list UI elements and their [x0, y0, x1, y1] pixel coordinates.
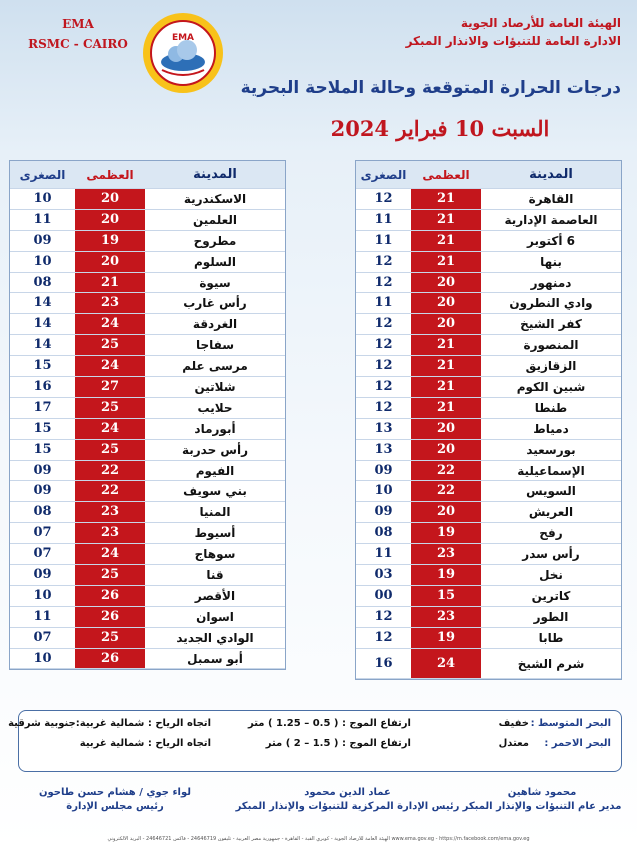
- city-cell: بني سويف: [183, 484, 247, 499]
- min-temp-cell: 15: [33, 358, 52, 374]
- max-temp-cell: 20: [75, 252, 145, 272]
- table-row: [10, 189, 285, 210]
- table-row: [10, 440, 285, 461]
- city-cell: رأس غارب: [183, 296, 247, 311]
- max-temp-cell: 20: [411, 293, 481, 313]
- med-wave-height: ارتفاع الموج : ( 0.5 – 1.25 ) متر: [248, 718, 411, 729]
- forecast-date: السبت 10 فبراير 2024: [330, 116, 550, 141]
- left-temperature-table: [9, 160, 286, 670]
- city-cell: العلمين: [192, 212, 238, 227]
- city-cell: العريش: [528, 505, 574, 520]
- city-cell: الطور: [533, 609, 569, 624]
- table-row: [356, 607, 621, 628]
- min-temp-cell: 03: [374, 567, 393, 583]
- min-temp-cell: 08: [374, 525, 393, 541]
- min-temp-cell: 07: [33, 546, 52, 562]
- city-cell: طنطا: [534, 400, 568, 415]
- table-row: [356, 544, 621, 565]
- city-cell: شرم الشيخ: [517, 656, 585, 671]
- min-temp-cell: 16: [374, 655, 393, 671]
- table-row: [356, 314, 621, 335]
- max-temp-cell: 25: [75, 398, 145, 418]
- city-cell: الفيوم: [195, 463, 235, 478]
- city-cell: نخل: [539, 568, 563, 583]
- table-header: [356, 161, 621, 189]
- max-temp-cell: 21: [411, 210, 481, 230]
- city-cell: الاسكندرية: [183, 192, 247, 206]
- max-temp-cell: 23: [75, 293, 145, 313]
- max-temp-cell: 27: [75, 377, 145, 397]
- right-temperature-table: [355, 160, 622, 680]
- signature-title: مدير عام التنبؤات والإنذار المبكر: [462, 801, 622, 812]
- city-cell: اسوان: [196, 609, 234, 624]
- max-temp-cell: 19: [411, 523, 481, 543]
- min-temp-cell: 09: [374, 462, 393, 478]
- max-temp-cell: 26: [75, 607, 145, 627]
- red-wind-direction: اتجاه الرياح : شمالية غربية: [79, 738, 211, 749]
- med-sea-row: [8, 718, 611, 736]
- table-row: [356, 273, 621, 294]
- max-temp-cell: 22: [75, 461, 145, 481]
- min-temp-cell: 10: [33, 650, 52, 666]
- city-cell: أبو سمبل: [187, 651, 243, 666]
- min-temp-cell: 12: [374, 253, 393, 269]
- footer-contact: الهيئة العامة للأرصاد الجوية - كوبري القبة - القاهرة - جمهورية مصر العربية - تليفون 24646719 - فاكس 24646721 - البريد الالكتروني www.ema.gov.eg - https://m.facebook.com/ema.gov.eg: [107, 836, 530, 842]
- table-row: [356, 377, 621, 398]
- table-row: [356, 252, 621, 273]
- table-row: [356, 586, 621, 607]
- city-cell: 6 أكتوبر: [526, 233, 576, 248]
- table-row: [10, 231, 285, 252]
- table-row: [10, 586, 285, 607]
- max-temp-cell: 23: [411, 607, 481, 627]
- min-temp-cell: 12: [374, 379, 393, 395]
- table-row: [356, 440, 621, 461]
- med-sea-label: البحر المتوسط :: [530, 718, 611, 729]
- min-temp-cell: 07: [33, 629, 52, 645]
- table-row: [10, 273, 285, 294]
- city-cell: السلوم: [193, 254, 237, 269]
- min-temp-cell: 14: [33, 295, 52, 311]
- max-temp-cell: 22: [411, 481, 481, 501]
- min-temp-cell: 11: [374, 232, 393, 248]
- max-temp-cell: 21: [411, 377, 481, 397]
- min-temp-cell: 12: [374, 399, 393, 415]
- city-cell: بنها: [540, 254, 562, 269]
- min-temp-cell: 10: [374, 483, 393, 499]
- city-cell: كاترين: [531, 588, 571, 603]
- min-temp-cell: 11: [33, 608, 52, 624]
- city-cell: رأس حدربة: [181, 442, 249, 457]
- table-row: [356, 293, 621, 314]
- min-temp-cell: 13: [374, 420, 393, 436]
- table-row: [10, 293, 285, 314]
- min-temp-cell: 12: [374, 274, 393, 290]
- table-row: [10, 335, 285, 356]
- table-row: [10, 398, 285, 419]
- table-row: [10, 210, 285, 231]
- max-temp-cell: 24: [75, 419, 145, 439]
- table-row: [356, 649, 621, 679]
- min-temp-cell: 08: [33, 504, 52, 520]
- table-row: [356, 419, 621, 440]
- city-cell: الغردقة: [192, 317, 238, 332]
- city-cell: المنصورة: [523, 338, 579, 353]
- med-sea-state: خفيف: [498, 718, 529, 729]
- org-line-2: الادارة العامة للتنبؤات والانذار المبكر: [405, 34, 621, 48]
- logo-text: EMA: [171, 33, 195, 43]
- table-row: [356, 461, 621, 482]
- table-row: [356, 628, 621, 649]
- min-temp-cell: 09: [33, 483, 52, 499]
- min-temp-cell: 17: [33, 399, 52, 415]
- city-cell: وادي النطرون: [509, 296, 593, 311]
- city-cell: السويس: [526, 484, 576, 499]
- max-temp-cell: 19: [75, 231, 145, 251]
- table-row: [356, 398, 621, 419]
- max-temp-cell: 21: [411, 335, 481, 355]
- min-temp-cell: 12: [374, 316, 393, 332]
- min-temp-cell: 00: [374, 587, 393, 603]
- city-cell: بورسعيد: [526, 442, 576, 457]
- city-cell: دمنهور: [530, 275, 572, 290]
- city-cell: سفاجا: [195, 338, 235, 353]
- max-temp-cell: 21: [411, 252, 481, 272]
- header-city: المدينة: [529, 167, 573, 182]
- max-temp-cell: 20: [75, 189, 145, 209]
- max-temp-cell: 23: [75, 523, 145, 543]
- max-temp-cell: 24: [75, 314, 145, 334]
- max-temp-cell: 20: [411, 314, 481, 334]
- table-row: [356, 356, 621, 377]
- signature-2: [225, 786, 470, 814]
- rsmc-label: RSMC - CAIRO: [28, 37, 128, 51]
- max-temp-cell: 21: [411, 398, 481, 418]
- min-temp-cell: 10: [33, 587, 52, 603]
- max-temp-cell: 20: [411, 419, 481, 439]
- table-row: [356, 502, 621, 523]
- min-temp-cell: 07: [33, 525, 52, 541]
- min-temp-cell: 09: [33, 567, 52, 583]
- city-cell: قنا: [206, 568, 224, 583]
- city-cell: سوهاج: [194, 547, 236, 562]
- table-header: [10, 161, 285, 189]
- table-row: [356, 523, 621, 544]
- city-cell: أسيوط: [194, 526, 236, 541]
- min-temp-cell: 11: [374, 546, 393, 562]
- table-row: [10, 628, 285, 649]
- max-temp-cell: 19: [411, 565, 481, 585]
- red-sea-row: [29, 738, 611, 756]
- city-cell: رأس سدر: [522, 547, 580, 562]
- ema-logo-icon: [140, 10, 226, 96]
- min-temp-cell: 12: [374, 337, 393, 353]
- max-temp-cell: 21: [411, 356, 481, 376]
- table-row: [10, 649, 285, 670]
- city-cell: المنيا: [199, 505, 231, 520]
- city-cell: العاصمة الإدارية: [504, 212, 598, 227]
- ema-header-left: [18, 14, 138, 54]
- max-temp-cell: 22: [411, 461, 481, 481]
- city-cell: طابا: [538, 630, 564, 645]
- min-temp-cell: 14: [33, 316, 52, 332]
- header-city: المدينة: [193, 167, 237, 182]
- red-sea-state: معتدل: [498, 738, 529, 749]
- max-temp-cell: 25: [75, 335, 145, 355]
- org-header-right: [321, 14, 621, 50]
- city-cell: كفر الشيخ: [520, 317, 582, 332]
- signature-title: رئيس الإدارة المركزية للتنبؤات والإنذار المبكر: [235, 801, 460, 812]
- city-cell: القاهرة: [528, 192, 574, 206]
- max-temp-cell: 25: [75, 565, 145, 585]
- table-row: [10, 419, 285, 440]
- header-min: الصغرى: [360, 168, 407, 182]
- max-temp-cell: 23: [411, 544, 481, 564]
- signature-title: رئيس مجلس الإدارة: [66, 801, 164, 812]
- city-cell: سيوة: [199, 275, 231, 290]
- city-cell: مطروح: [193, 233, 237, 248]
- city-cell: حلايب: [197, 400, 233, 415]
- table-row: [10, 377, 285, 398]
- signature-name: لواء جوي / هشام حسن طاحون: [38, 787, 192, 798]
- max-temp-cell: 20: [411, 273, 481, 293]
- max-temp-cell: 24: [75, 544, 145, 564]
- max-temp-cell: 15: [411, 586, 481, 606]
- min-temp-cell: 10: [33, 253, 52, 269]
- min-temp-cell: 14: [33, 337, 52, 353]
- city-cell: الزقازيق: [525, 359, 577, 374]
- table-row: [10, 523, 285, 544]
- table-row: [10, 481, 285, 502]
- max-temp-cell: 20: [411, 440, 481, 460]
- org-line-1: الهيئة العامة للأرصاد الجوية: [460, 16, 621, 30]
- min-temp-cell: 12: [374, 191, 393, 206]
- max-temp-cell: 24: [75, 356, 145, 376]
- min-temp-cell: 15: [33, 441, 52, 457]
- table-row: [10, 544, 285, 565]
- min-temp-cell: 15: [33, 420, 52, 436]
- table-row: [10, 461, 285, 482]
- min-temp-cell: 12: [374, 358, 393, 374]
- city-cell: مرسى علم: [182, 359, 248, 374]
- min-temp-cell: 09: [33, 232, 52, 248]
- table-row: [10, 356, 285, 377]
- signature-name: عماد الدين محمود: [304, 787, 391, 798]
- table-row: [10, 502, 285, 523]
- table-row: [356, 189, 621, 210]
- table-row: [356, 481, 621, 502]
- med-wind-direction: اتجاه الرياح : شمالية غربية:جنوبية شرقية: [8, 718, 211, 729]
- city-cell: الوادي الجديد: [176, 630, 254, 645]
- header-max: العظمى: [86, 168, 134, 182]
- max-temp-cell: 22: [75, 481, 145, 501]
- max-temp-cell: 24: [411, 649, 481, 678]
- min-temp-cell: 11: [33, 211, 52, 227]
- min-temp-cell: 13: [374, 441, 393, 457]
- max-temp-cell: 21: [411, 189, 481, 209]
- max-temp-cell: 21: [411, 231, 481, 251]
- table-row: [356, 565, 621, 586]
- sea-conditions-box: [8, 710, 622, 772]
- table-row: [10, 565, 285, 586]
- header-min: الصغرى: [19, 168, 66, 182]
- signature-3: [30, 786, 200, 814]
- min-temp-cell: 11: [374, 211, 393, 227]
- min-temp-cell: 10: [33, 191, 52, 206]
- max-temp-cell: 26: [75, 649, 145, 669]
- header-max: العظمى: [422, 168, 470, 182]
- table-row: [356, 231, 621, 252]
- max-temp-cell: 20: [75, 210, 145, 230]
- table-row: [356, 210, 621, 231]
- min-temp-cell: 12: [374, 608, 393, 624]
- max-temp-cell: 23: [75, 502, 145, 522]
- ema-label: EMA: [62, 17, 94, 31]
- city-cell: الإسماعيلية: [517, 463, 585, 478]
- min-temp-cell: 09: [374, 504, 393, 520]
- max-temp-cell: 26: [75, 586, 145, 606]
- min-temp-cell: 08: [33, 274, 52, 290]
- page-title: درجات الحرارة المتوقعة وحالة الملاحة البحرية: [240, 78, 621, 98]
- signature-1: [457, 786, 627, 814]
- city-cell: الأقصر: [194, 588, 236, 603]
- city-cell: أبورماد: [194, 421, 236, 436]
- min-temp-cell: 16: [33, 379, 52, 395]
- city-cell: شبين الكوم: [516, 380, 586, 395]
- min-temp-cell: 11: [374, 295, 393, 311]
- table-row: [356, 335, 621, 356]
- max-temp-cell: 21: [75, 273, 145, 293]
- signature-name: محمود شاهين: [507, 787, 577, 798]
- max-temp-cell: 19: [411, 628, 481, 648]
- min-temp-cell: 12: [374, 629, 393, 645]
- table-row: [10, 252, 285, 273]
- city-cell: شلاتين: [194, 380, 236, 395]
- table-row: [10, 314, 285, 335]
- city-cell: دمياط: [533, 421, 569, 436]
- min-temp-cell: 09: [33, 462, 52, 478]
- red-wave-height: ارتفاع الموج : ( 1.5 – 2 ) متر: [265, 738, 411, 749]
- max-temp-cell: 20: [411, 502, 481, 522]
- city-cell: رفح: [539, 526, 563, 541]
- max-temp-cell: 25: [75, 628, 145, 648]
- red-sea-label: البحر الاحمر :: [544, 738, 611, 749]
- max-temp-cell: 25: [75, 440, 145, 460]
- table-row: [10, 607, 285, 628]
